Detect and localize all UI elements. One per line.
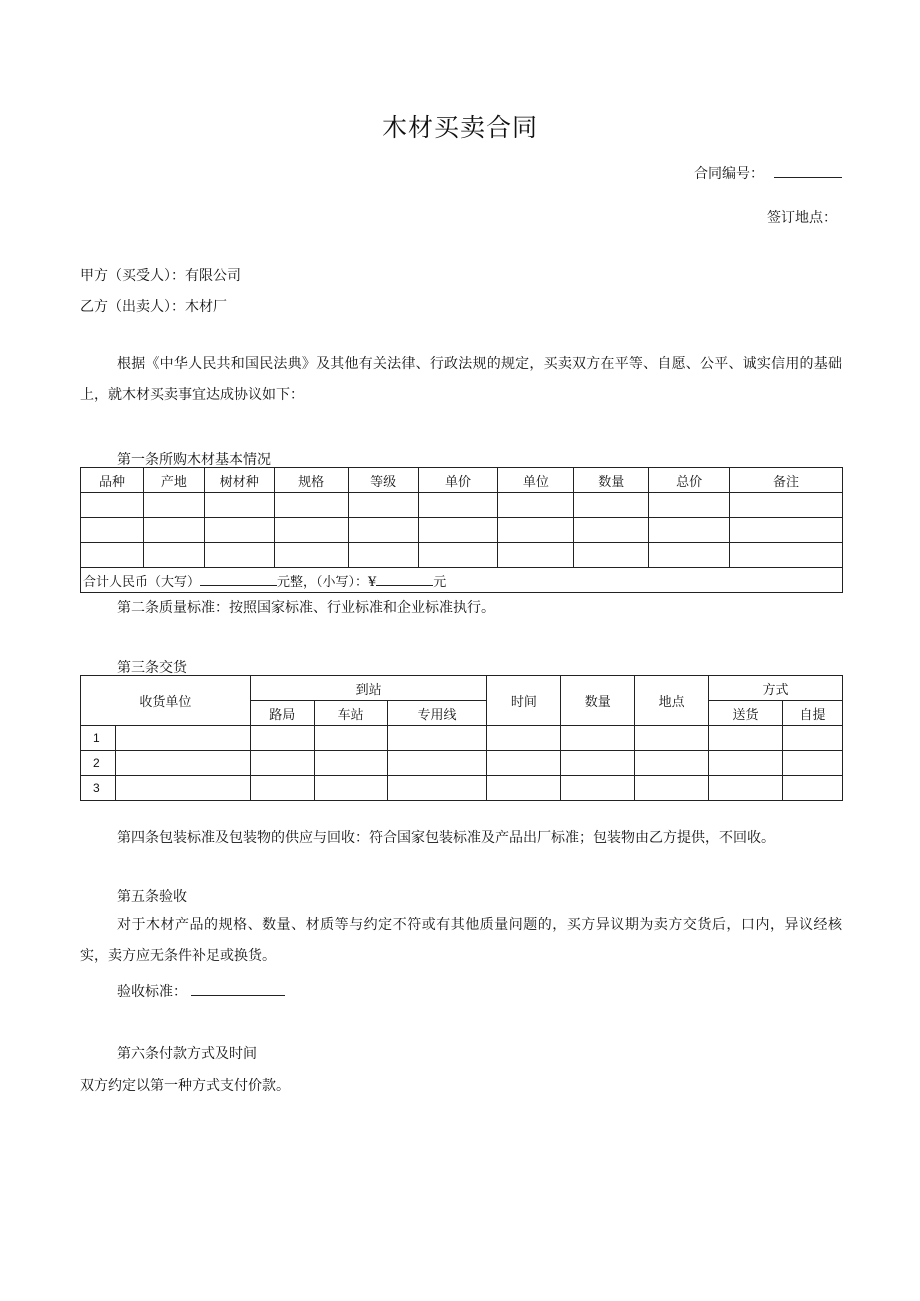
place-header: 地点: [635, 676, 709, 726]
empty-cell[interactable]: [487, 776, 561, 801]
receiver-header: 收货单位: [81, 676, 251, 726]
empty-cell[interactable]: [561, 776, 635, 801]
railway-bureau-header: 路局: [250, 701, 314, 726]
empty-cell[interactable]: [635, 726, 709, 751]
row-number: 1: [81, 726, 116, 751]
header-cell: 等级: [348, 468, 418, 493]
article-6-body: 双方约定以第一种方式支付价款。: [80, 1078, 290, 1094]
article-2: 第二条质量标准：按照国家标准、行业标准和企业标准执行。: [117, 600, 495, 616]
table-header-row: [81, 676, 843, 701]
empty-cell[interactable]: [314, 776, 387, 801]
total-prefix: 合计人民币（大写）: [83, 574, 201, 590]
header-cell: 单价: [418, 468, 498, 493]
empty-cell[interactable]: [418, 518, 498, 543]
empty-cell[interactable]: [574, 543, 649, 568]
total-row: [81, 568, 843, 593]
empty-cell[interactable]: [115, 726, 250, 751]
empty-cell[interactable]: [274, 493, 348, 518]
header-cell: 数量: [574, 468, 649, 493]
empty-cell[interactable]: [498, 493, 574, 518]
empty-cell[interactable]: [635, 751, 709, 776]
time-header: 时间: [487, 676, 561, 726]
sign-place-label: 签订地点：: [767, 210, 837, 226]
row-number: 3: [81, 776, 116, 801]
total-mid: 元整，（小写）：¥: [277, 574, 377, 590]
delivery-table: [80, 675, 843, 801]
article-1-title: 第一条所购木材基本情况: [117, 452, 271, 468]
empty-cell[interactable]: [274, 518, 348, 543]
article-5-body: 对于木材产品的规格、数量、材质等与约定不符或有其他质量问题的，买方异议期为卖方交货后，口内，异议经核实，卖方应无条件补足或换货。: [80, 917, 842, 964]
empty-cell[interactable]: [204, 543, 274, 568]
article-5-title: 第五条验收: [117, 889, 187, 905]
method-header: 方式: [709, 676, 843, 701]
table-row: [81, 493, 843, 518]
table-row: [81, 543, 843, 568]
article-3-title: 第三条交货: [117, 660, 187, 676]
delivery-header: 送货: [709, 701, 783, 726]
total-suffix: 元: [433, 574, 447, 590]
empty-cell[interactable]: [348, 493, 418, 518]
empty-cell[interactable]: [81, 543, 144, 568]
table-row: [81, 518, 843, 543]
empty-cell[interactable]: [782, 776, 842, 801]
empty-cell[interactable]: [730, 543, 843, 568]
table-row: [81, 726, 843, 751]
contract-number-field[interactable]: [694, 163, 842, 183]
empty-cell[interactable]: [709, 751, 783, 776]
self-pickup-header: 自提: [782, 701, 842, 726]
document-title: 木材买卖合同: [381, 113, 538, 142]
empty-cell[interactable]: [387, 776, 487, 801]
empty-cell[interactable]: [143, 543, 204, 568]
empty-cell[interactable]: [418, 543, 498, 568]
empty-cell[interactable]: [649, 493, 730, 518]
special-line-header: 专用线: [387, 701, 487, 726]
timber-info-table: [80, 467, 843, 593]
header-cell: 品种: [81, 468, 144, 493]
empty-cell[interactable]: [348, 543, 418, 568]
acceptance-field[interactable]: [117, 981, 285, 1001]
empty-cell[interactable]: [143, 493, 204, 518]
empty-cell[interactable]: [649, 518, 730, 543]
empty-cell[interactable]: [649, 543, 730, 568]
empty-cell[interactable]: [143, 518, 204, 543]
empty-cell[interactable]: [709, 726, 783, 751]
empty-cell[interactable]: [204, 518, 274, 543]
quantity-header: 数量: [561, 676, 635, 726]
header-cell: 备注: [730, 468, 843, 493]
acceptance-label: 验收标准：: [117, 984, 187, 1000]
empty-cell[interactable]: [250, 726, 314, 751]
empty-cell[interactable]: [250, 751, 314, 776]
empty-cell[interactable]: [730, 518, 843, 543]
contract-number-label: 合同编号：: [694, 166, 764, 182]
table-row: [81, 776, 843, 801]
empty-cell[interactable]: [115, 776, 250, 801]
empty-cell[interactable]: [418, 493, 498, 518]
empty-cell[interactable]: [574, 518, 649, 543]
empty-cell[interactable]: [250, 776, 314, 801]
header-cell: 总价: [649, 468, 730, 493]
empty-cell[interactable]: [498, 518, 574, 543]
article-6-title: 第六条付款方式及时间: [117, 1046, 257, 1062]
table-header-row: [81, 468, 843, 493]
empty-cell[interactable]: [782, 726, 842, 751]
total-cell: [81, 568, 843, 593]
header-cell: 单位: [498, 468, 574, 493]
table-row: [81, 751, 843, 776]
empty-cell[interactable]: [561, 726, 635, 751]
empty-cell[interactable]: [574, 493, 649, 518]
empty-cell[interactable]: [81, 518, 144, 543]
header-cell: 规格: [274, 468, 348, 493]
acceptance-blank[interactable]: [191, 981, 285, 996]
empty-cell[interactable]: [314, 726, 387, 751]
empty-cell[interactable]: [782, 751, 842, 776]
empty-cell[interactable]: [387, 726, 487, 751]
empty-cell[interactable]: [115, 751, 250, 776]
empty-cell[interactable]: [487, 751, 561, 776]
total-uppercase-blank[interactable]: [200, 571, 277, 586]
contract-number-blank[interactable]: [774, 163, 842, 178]
empty-cell[interactable]: [274, 543, 348, 568]
arrival-header: 到站: [250, 676, 487, 701]
empty-cell[interactable]: [348, 518, 418, 543]
empty-cell[interactable]: [730, 493, 843, 518]
empty-cell[interactable]: [81, 493, 144, 518]
party-b: 乙方（出卖人）：木材厂: [80, 299, 227, 315]
row-number: 2: [81, 751, 116, 776]
station-header: 车站: [314, 701, 387, 726]
total-lowercase-blank[interactable]: [376, 571, 433, 586]
empty-cell[interactable]: [314, 751, 387, 776]
article-4: 第四条包装标准及包装物的供应与回收：符合国家包装标准及产品出厂标准；包装物由乙方提供，不回收。: [117, 830, 775, 846]
empty-cell[interactable]: [498, 543, 574, 568]
intro-paragraph: 根据《中华人民共和国民法典》及其他有关法律、行政法规的规定，买卖双方在平等、自愿、公平、诚实信用的基础上，就木材买卖事宜达成协议如下：: [80, 356, 842, 403]
empty-cell[interactable]: [709, 776, 783, 801]
header-cell: 树材种: [204, 468, 274, 493]
empty-cell[interactable]: [487, 726, 561, 751]
header-cell: 产地: [143, 468, 204, 493]
party-a: 甲方（买受人）：有限公司: [80, 268, 241, 284]
empty-cell[interactable]: [387, 751, 487, 776]
empty-cell[interactable]: [561, 751, 635, 776]
empty-cell[interactable]: [635, 776, 709, 801]
empty-cell[interactable]: [204, 493, 274, 518]
